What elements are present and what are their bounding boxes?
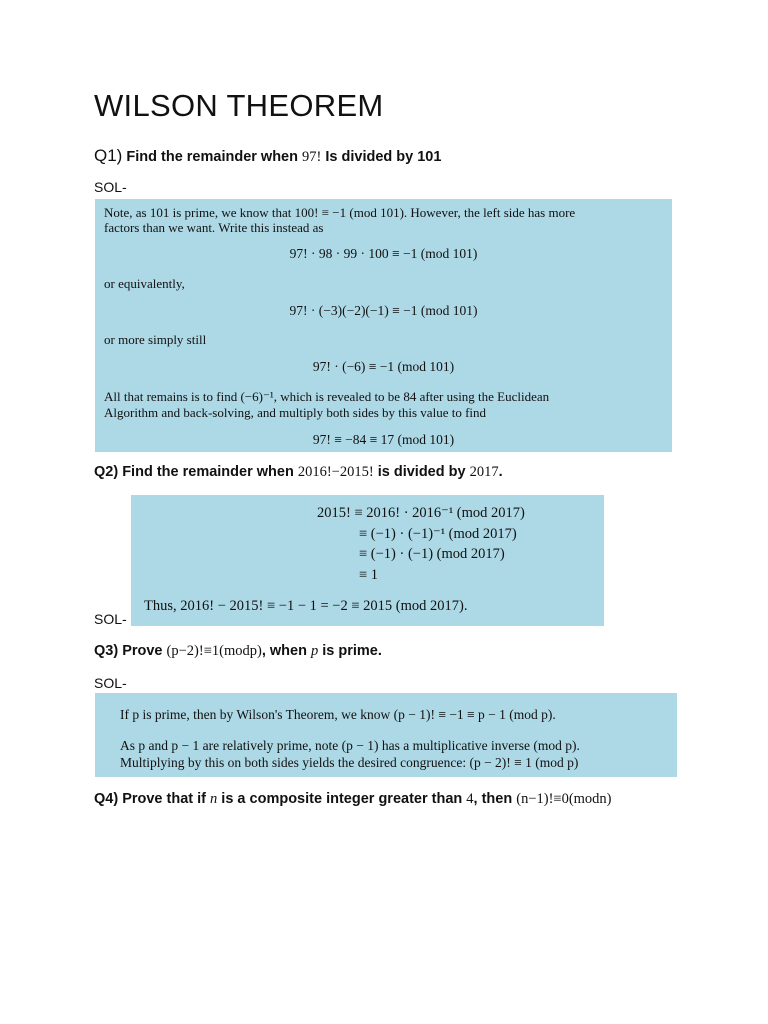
question-3-solution-box <box>95 693 677 777</box>
question-2-solution-box <box>131 495 604 626</box>
solution-1-paragraph-3: or more simply still <box>104 332 207 347</box>
question-1 <box>94 146 441 166</box>
question-2-text-b: is divided by <box>373 464 470 480</box>
solution-1-equation-2: 97! · (−3)(−2)(−1) ≡ −1 (mod 101) <box>289 303 478 318</box>
solution-3-paragraph-1: If p is prime, then by Wilson's Theorem, we know (p − 1)! ≡ −1 ≡ p − 1 (mod p). <box>120 707 556 722</box>
question-1-math: 97! <box>302 149 322 165</box>
question-3-math: (p−2)!≡1(modp) <box>166 643 262 659</box>
question-4 <box>94 791 612 808</box>
solution-3-paragraph-2-line-2: Multiplying by this on both sides yields the desired congruence: (p − 2)! ≡ 1 (mod p) <box>120 755 579 770</box>
solution-1-equation-3: 97! · (−6) ≡ −1 (mod 101) <box>312 359 455 374</box>
question-4-text-a: Q4) Prove that if <box>94 791 211 807</box>
question-4-variable: n <box>210 791 218 807</box>
solution-1-equation-4: 97! ≡ −84 ≡ 17 (mod 101) <box>312 432 455 447</box>
question-2-math: 2016!−2015! <box>297 464 374 480</box>
question-1-solution-box <box>95 199 672 452</box>
solution-3-paragraph-2-line-1: As p and p − 1 are relatively prime, note (p − 1) has a multiplicative inverse (mod p). <box>120 738 580 753</box>
question-3 <box>94 643 382 660</box>
solution-2-line-1: 2015! ≡ 2016! · 2016⁻¹ (mod 2017) <box>317 505 525 521</box>
question-4-math: (n−1)!≡0(modn) <box>516 791 612 807</box>
question-4-number: 4 <box>466 791 474 807</box>
question-3-text-c: is prime. <box>318 643 382 659</box>
question-2-text-a: Q2) Find the remainder when <box>94 464 298 480</box>
question-1-label: Q1) <box>94 146 123 165</box>
question-1-sol-label: SOL- <box>94 179 127 195</box>
solution-2-line-2: ≡ (−1) · (−1)⁻¹ (mod 2017) <box>359 526 517 542</box>
question-4-text-c: , then <box>473 791 517 807</box>
solution-1-equation-1: 97! · 98 · 99 · 100 ≡ −1 (mod 101) <box>289 246 478 261</box>
solution-2-line-3: ≡ (−1) · (−1) (mod 2017) <box>359 546 505 562</box>
question-3-variable: p <box>310 643 319 659</box>
question-2-text-c: . <box>498 464 503 480</box>
question-4-text-b: is a composite integer greater than <box>217 791 467 807</box>
solution-1-paragraph-4-line-1: All that remains is to find (−6)⁻¹, which is revealed to be 84 after using the Euclidean <box>104 389 550 404</box>
question-2 <box>94 464 503 481</box>
solution-2-conclusion: Thus, 2016! − 2015! ≡ −1 − 1 = −2 ≡ 2015 (mod 2017). <box>144 598 468 614</box>
question-3-text-b: , when <box>261 643 311 659</box>
solution-1-paragraph-1-line-2: factors than we want. Write this instead as <box>104 220 324 235</box>
solution-1-paragraph-2: or equivalently, <box>104 276 185 291</box>
question-2-sol-label: SOL- <box>94 611 127 627</box>
question-3-sol-label: SOL- <box>94 675 127 691</box>
question-1-text-b: Is divided by 101 <box>321 149 442 165</box>
page-title: WILSON THEOREM <box>94 88 384 123</box>
solution-2-line-4: ≡ 1 <box>359 567 379 583</box>
question-1-text-a: Find the remainder when <box>126 149 303 165</box>
question-2-number: 2017 <box>469 464 499 480</box>
question-3-text-a: Q3) Prove <box>94 643 167 659</box>
solution-1-paragraph-4-line-2: Algorithm and back-solving, and multiply both sides by this value to find <box>104 405 487 420</box>
solution-1-paragraph-1-line-1: Note, as 101 is prime, we know that 100! ≡ −1 (mod 101). However, the left side has more <box>104 205 576 220</box>
